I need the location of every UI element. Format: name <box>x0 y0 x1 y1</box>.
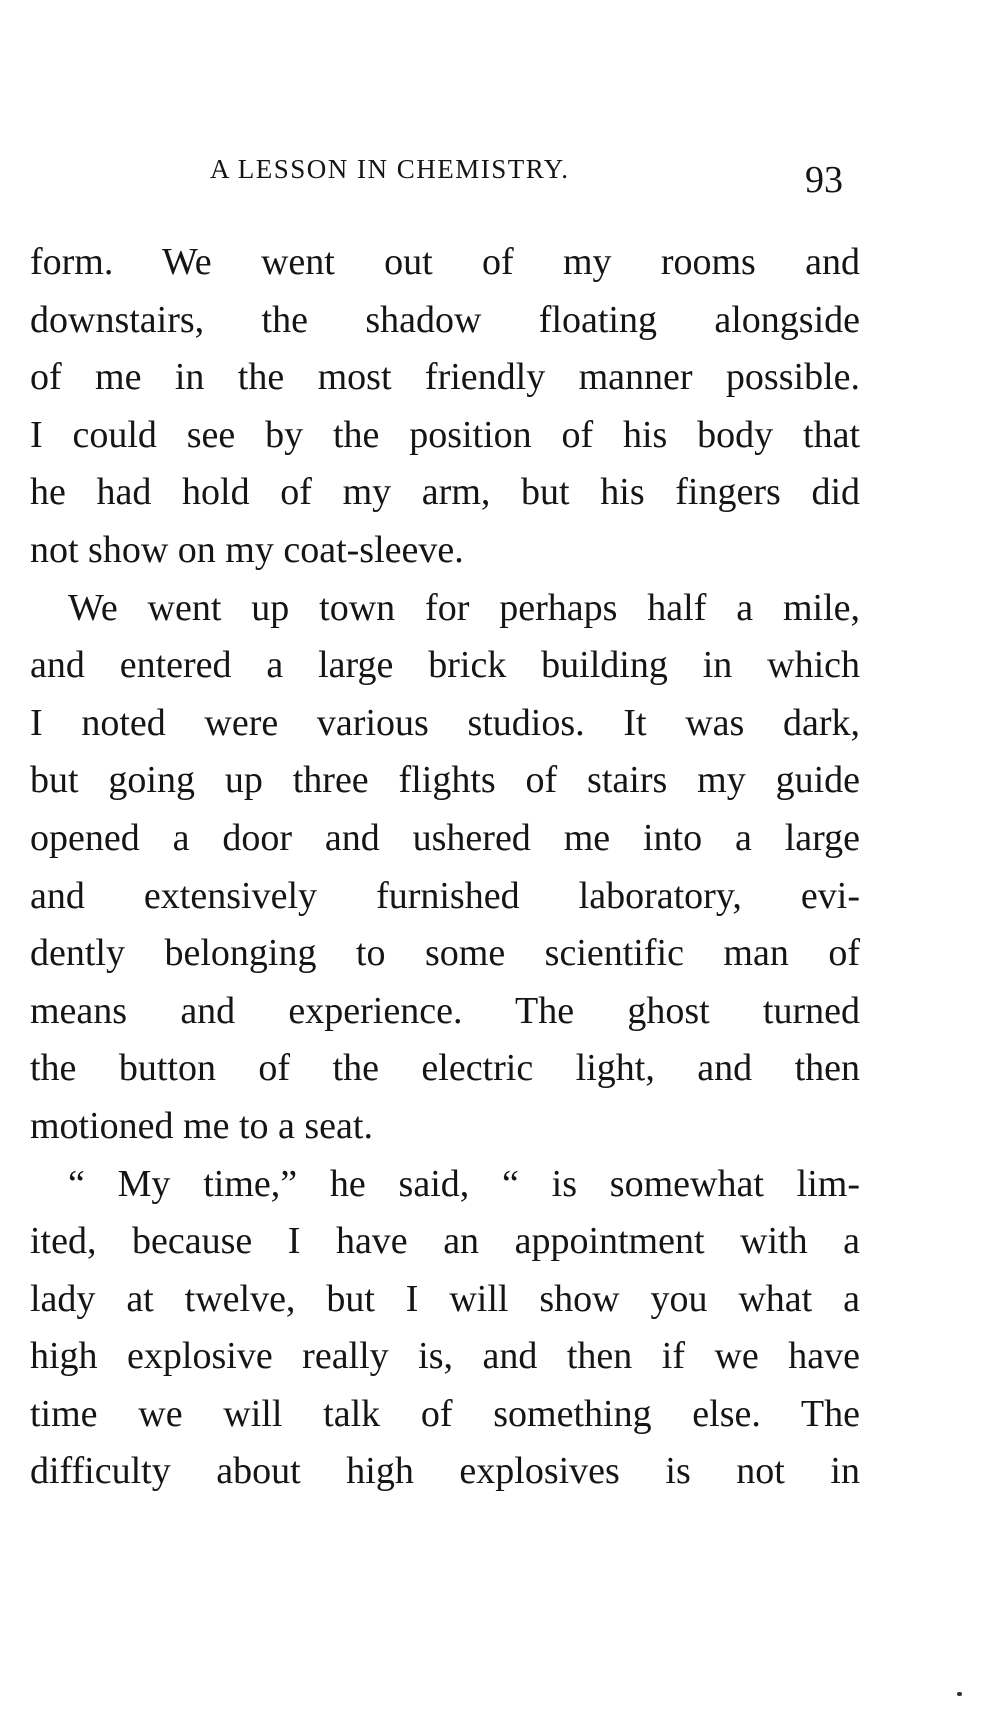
text-line: form. We went out of my rooms and <box>30 241 860 283</box>
text-line: downstairs, the shadow floating alongside <box>30 298 860 341</box>
text-line: and entered a large brick building in which <box>30 644 860 687</box>
running-head: A LESSON IN CHEMISTRY. <box>210 154 570 184</box>
text-line: I could see by the position of his body that <box>30 413 860 456</box>
text-line: he had hold of my arm, but his fingers did <box>30 471 860 514</box>
body-text <box>30 234 860 1501</box>
text-line: “ My time,” he said, “ is somewhat lim- <box>68 1162 860 1205</box>
text-line: but going up three flights of stairs my guide <box>30 759 860 802</box>
text-line: time we will talk of something else. The <box>30 1392 860 1435</box>
text-line: We went up town for perhaps half a mile, <box>68 586 860 629</box>
text-line: high explosive really is, and then if we have <box>30 1335 860 1378</box>
text-line: the button of the electric light, and then <box>30 1047 860 1090</box>
text-line: of me in the most friendly manner possible. <box>30 356 860 399</box>
text-line: motioned me to a seat. <box>30 1104 373 1147</box>
text-line: difficulty about high explosives is not in <box>30 1450 860 1493</box>
text-line: ited, because I have an appointment with a <box>30 1220 860 1263</box>
text-line: lady at twelve, but I will show you what a <box>30 1277 860 1320</box>
text-line: I noted were various studios. It was dark, <box>30 701 860 744</box>
text-line: dently belonging to some scientific man of <box>30 932 860 975</box>
text-line: opened a door and ushered me into a large <box>30 816 860 859</box>
text-line: not show on my coat-sleeve. <box>30 528 464 571</box>
text-line: and extensively furnished laboratory, evi- <box>30 874 860 917</box>
page-number: 93 <box>805 159 843 201</box>
text-line: means and experience. The ghost turned <box>30 989 860 1032</box>
ink-speck <box>957 1692 962 1696</box>
